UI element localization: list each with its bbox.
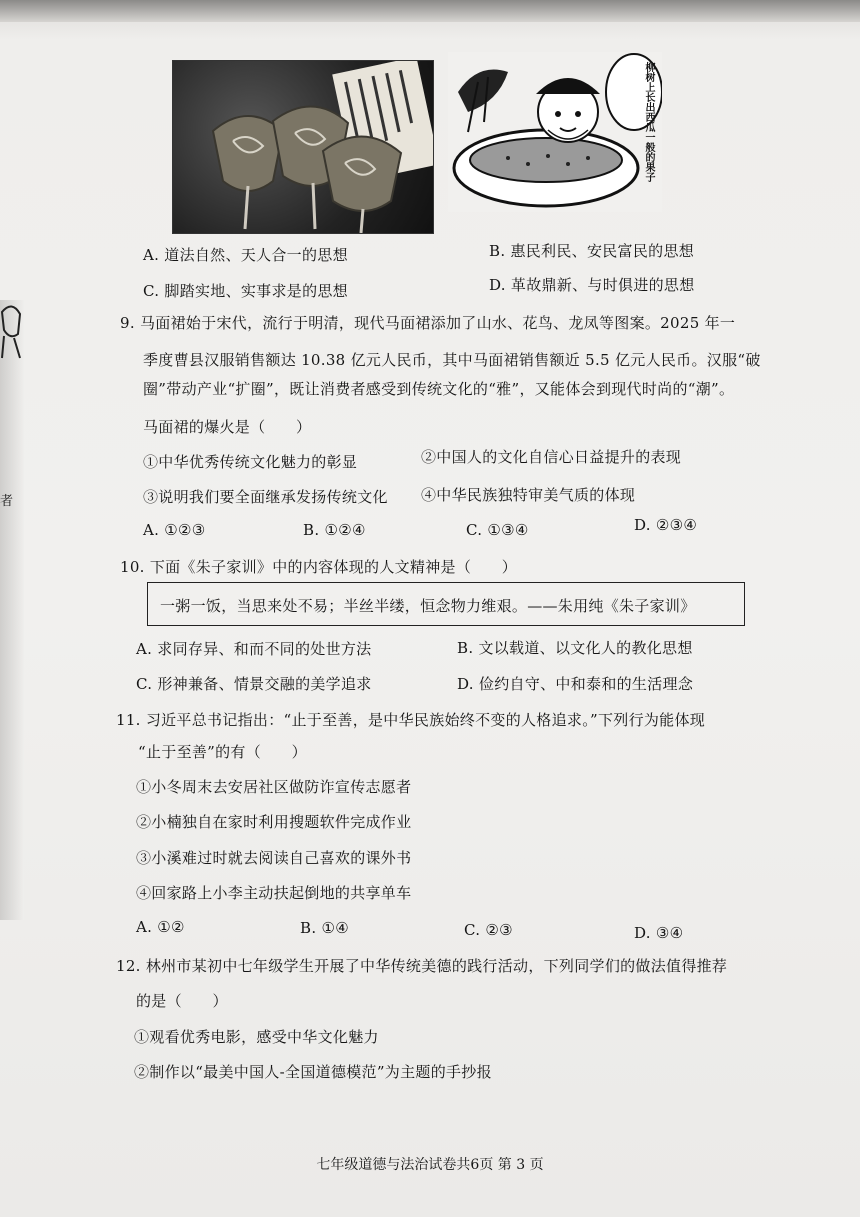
q9-stem-line-2: 季度曹县汉服销售额达 10.38 亿元人民币，其中马面裙销售额近 5.5 亿元人民币。汉服“破 [143,351,761,369]
q10-quote: 一粥一饭，当思来处不易；半丝半缕，恒念物力维艰。——朱用纯《朱子家训》 [160,597,696,615]
q10-option-b: B. 文以载道、以文化人的教化思想 [457,639,693,657]
q9-statement-1: ①中华优秀传统文化魅力的彰显 [143,453,358,471]
cartoon-speech-text: 柳树上长出西瓜一般的果子 [643,62,654,182]
scan-top-shadow [0,0,860,22]
q9-statement-4: ④中华民族独特审美气质的体现 [421,486,636,504]
q12-statement-1: ①观看优秀电影，感受中华文化魅力 [134,1028,379,1046]
q9-stem-line-3: 圈”带动产业“扩圈”，既让消费者感受到传统文化的“雅”，又能体会到现代时尚的“潮”。 [143,380,735,398]
q8-option-a: A. 道法自然、天人合一的思想 [143,246,348,264]
q9-option-b: B. ①②④ [303,521,366,539]
q8-option-d: D. 革故鼎新、与时俱进的思想 [489,276,695,294]
sachet-photo [172,60,434,234]
watermelon-cartoon [448,52,662,212]
q11-stem-line-2: “止于至善”的有（ ） [138,743,307,761]
q12-statement-2: ②制作以“最美中国人-全国道德模范”为主题的手抄报 [134,1063,492,1081]
q11-option-d: D. ③④ [634,924,684,942]
q9-stem-line-4: 马面裙的爆火是（ ） [143,418,312,436]
q9-option-a: A. ①②③ [143,521,206,539]
q8-option-c: C. 脚踏实地、实事求是的思想 [143,282,348,300]
q9-option-d: D. ②③④ [634,516,698,534]
q9-statement-2: ②中国人的文化自信心日益提升的表现 [421,448,682,466]
q10-option-c: C. 形神兼备、情景交融的美学追求 [136,675,372,693]
q9-stem-line-1: 9. 马面裙始于宋代，流行于明清，现代马面裙添加了山水、花鸟、龙凤等图案。2025 年一 [120,314,736,332]
q11-statement-1: ①小冬周末去安居社区做防诈宣传志愿者 [136,778,412,796]
q11-option-a: A. ①② [136,918,185,936]
q11-statement-2: ②小楠独自在家时利用搜题软件完成作业 [136,813,412,831]
page-footer: 七年级道德与法治试卷共6页 第 3 页 [316,1157,544,1173]
q11-option-c: C. ②③ [464,921,513,939]
left-margin-figure-fragment [0,300,24,360]
scan-left-edge [0,300,24,920]
q12-stem-line-1: 12. 林州市某初中七年级学生开展了中华传统美德的践行活动，下列同学们的做法值得推荐 [116,957,728,975]
q9-statement-3: ③说明我们要全面继承发扬传统文化 [143,488,388,506]
q10-option-a: A. 求同存异、和而不同的处世方法 [136,640,372,658]
q9-option-c: C. ①③④ [466,521,529,539]
sachet-photo-art [173,61,433,233]
q12-stem-line-2: 的是（ ） [136,992,228,1010]
q11-statement-4: ④回家路上小李主动扶起倒地的共享单车 [136,884,412,902]
q10-stem: 10. 下面《朱子家训》中的内容体现的人文精神是（ ） [120,558,518,576]
left-margin-char: 者 [0,494,14,509]
q10-option-d: D. 俭约自守、中和泰和的生活理念 [457,675,694,693]
q11-option-b: B. ①④ [300,919,349,937]
q11-statement-3: ③小溪难过时就去阅读自己喜欢的课外书 [136,849,412,867]
q11-stem-line-1: 11. 习近平总书记指出：“止于至善，是中华民族始终不变的人格追求。”下列行为能体现 [116,711,706,729]
q8-option-b: B. 惠民利民、安民富民的思想 [489,242,695,260]
